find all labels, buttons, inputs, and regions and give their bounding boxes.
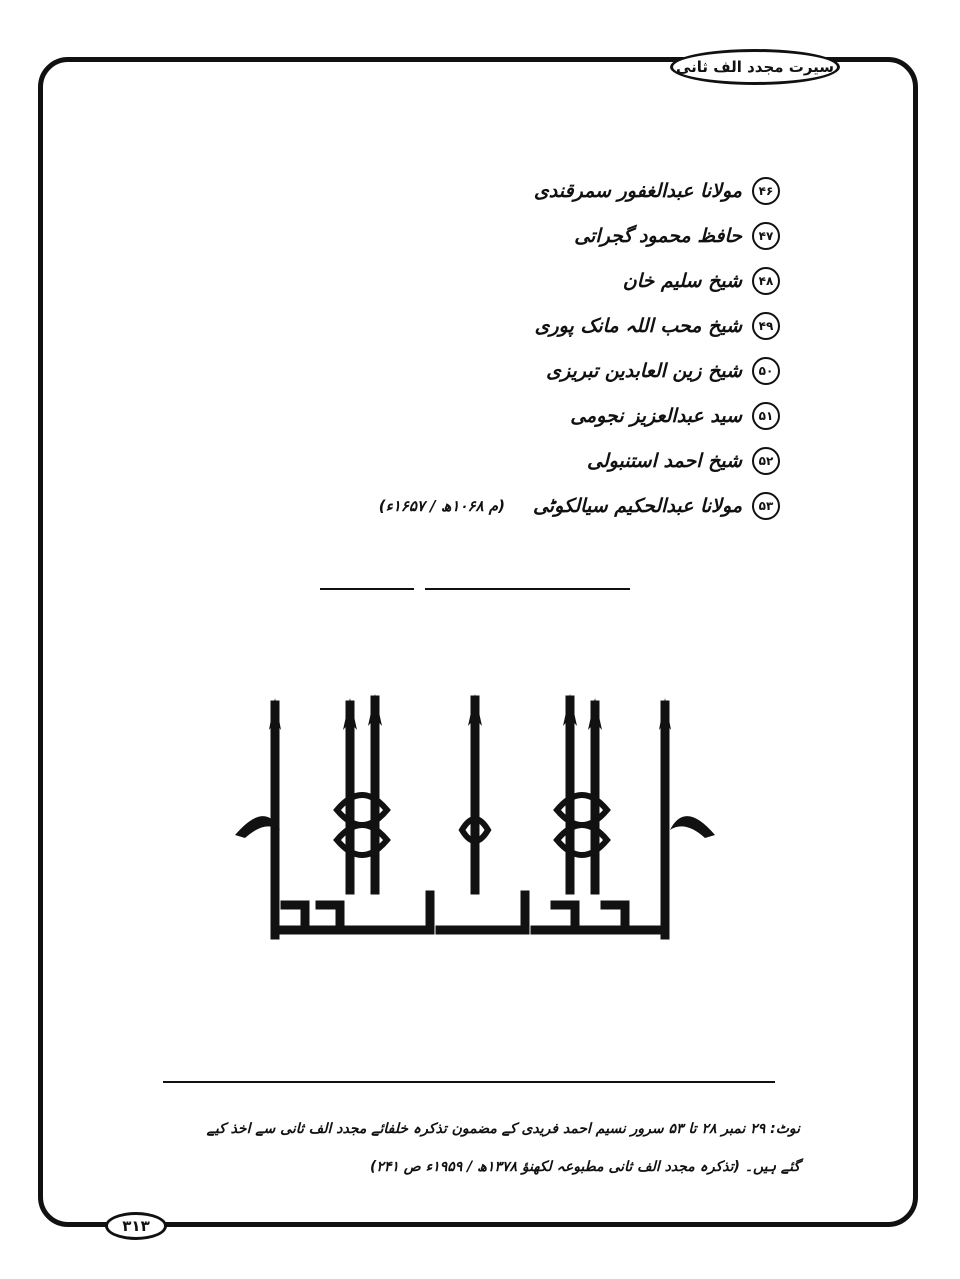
- section-divider: [320, 588, 414, 590]
- item-number-badge: ۴۶: [752, 177, 780, 205]
- list-item: [379, 303, 780, 348]
- list-item: [379, 258, 780, 303]
- death-date: (م ۱۰۶۸ھ / ۱۶۵۷ء): [378, 496, 505, 515]
- item-number-badge: ۴۷: [752, 222, 780, 250]
- list-item: [379, 213, 780, 258]
- footnote-line: نوٹ: ۲۹ نمبر ۲۸ تا ۵۳ سرور نسیم احمد فریدی کے مضمون تذکرہ خلفائے مجدد الف ثانی سے اخذ کیے: [206, 1121, 800, 1137]
- disciple-name: مولانا عبدالغفور سمرقندی: [533, 179, 742, 202]
- disciple-name: شیخ احمد استنبولی: [587, 449, 742, 472]
- footnote-line: گئے ہیں۔ (تذکرہ مجدد الف ثانی مطبوعہ لکھنؤ ۱۳۷۸ھ / ۱۹۵۹ء ص ۲۴۱): [369, 1159, 800, 1175]
- section-divider: [425, 588, 630, 590]
- item-number-badge: ۴۹: [752, 312, 780, 340]
- disciple-name: حافظ محمود گجراتی: [574, 224, 742, 247]
- item-number-badge: ۵۰: [752, 357, 780, 385]
- list-item: [379, 483, 780, 528]
- list-item: [379, 438, 780, 483]
- disciples-list: [379, 168, 780, 528]
- list-item: [379, 168, 780, 213]
- footnote-divider: [163, 1081, 775, 1083]
- list-item: [379, 348, 780, 393]
- list-item: [379, 393, 780, 438]
- item-number-badge: ۵۳: [752, 492, 780, 520]
- disciple-name: شیخ زین العابدین تبریزی: [546, 359, 742, 382]
- item-number-badge: ۵۲: [752, 447, 780, 475]
- disciple-name: شیخ سلیم خان: [622, 269, 742, 292]
- disciple-name: مولانا عبدالحکیم سیالکوٹی: [532, 494, 742, 517]
- footnote: [160, 1110, 800, 1186]
- page-number: ۳۱۳: [105, 1212, 167, 1240]
- disciple-name: سید عبدالعزیز نجومی: [570, 404, 742, 427]
- kufic-calligraphy-ornament: [225, 690, 725, 950]
- item-number-badge: ۵۱: [752, 402, 780, 430]
- disciple-name: شیخ محب اللہ مانک پوری: [534, 314, 742, 337]
- running-header: سیرت مجدد الف ثانی: [670, 49, 840, 85]
- item-number-badge: ۴۸: [752, 267, 780, 295]
